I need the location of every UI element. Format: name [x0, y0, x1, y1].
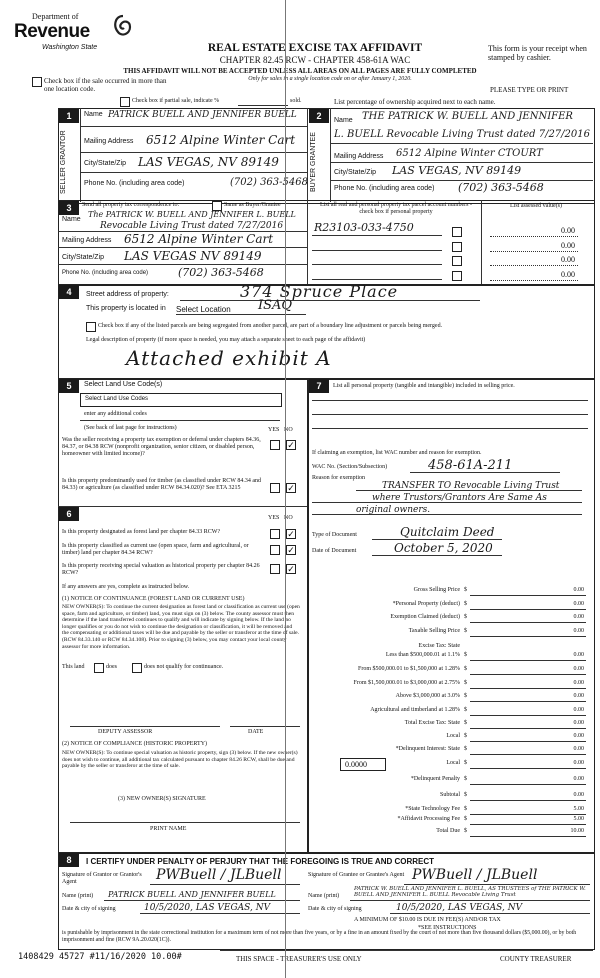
- grantee-date-label: Date & city of signing: [308, 906, 362, 912]
- tax-row-label: Taxable Selling Price: [408, 628, 460, 634]
- seller-name[interactable]: PATRICK BUELL AND JENNIFER BUELL: [108, 110, 297, 120]
- s6-q2: Is this property classified as current use (open space, farm and agricultural, or timber) land per chapter 84.34 RCW?: [62, 543, 249, 556]
- assessed-1[interactable]: 0.00: [561, 226, 575, 235]
- dept-line: Department of: [32, 12, 79, 21]
- send-all-label: Send all property tax correspondence to:: [82, 202, 180, 208]
- tax-row-value[interactable]: 0.00: [573, 733, 584, 739]
- section-1-marker: 1: [59, 109, 79, 123]
- doc-date-label: Date of Document: [312, 548, 357, 554]
- tax-row-label: Subtotal: [439, 792, 460, 798]
- tax-row-dollar: $: [464, 746, 467, 752]
- located-value[interactable]: ISAQ: [258, 298, 293, 313]
- form-chapter: CHAPTER 82.45 RCW - CHAPTER 458-61A WAC: [219, 55, 411, 65]
- ownership-note: List percentage of ownership acquired next to each name.: [334, 98, 496, 106]
- s5-q2-yes[interactable]: [270, 483, 280, 493]
- grantee-name-label: Name (print): [308, 893, 340, 899]
- does-label: does: [106, 664, 117, 670]
- tax-row-dollar: $: [464, 601, 467, 607]
- tax-row-value[interactable]: 0.00: [573, 776, 584, 782]
- seller-side-label: SELLER GRANTOR: [60, 130, 67, 194]
- s3-name-line1[interactable]: The PATRICK W. BUELL AND JENNIFER L. BUELL: [88, 210, 296, 219]
- sold-label: sold.: [290, 98, 302, 104]
- s6-q3-yes[interactable]: [270, 564, 280, 574]
- tax-row-label: Less than $500,000.01 at 1.1%: [385, 652, 460, 658]
- section-6-marker: 6: [59, 507, 79, 521]
- tax-row-value[interactable]: 0.00: [573, 601, 584, 607]
- tax-row-dollar: $: [464, 680, 467, 686]
- grantor-name[interactable]: PATRICK BUELL AND JENNIFER BUELL: [108, 890, 276, 899]
- s3-address-label: Mailing Address: [62, 237, 112, 244]
- tax-row-value[interactable]: 0.00: [573, 792, 584, 798]
- local-rate-box[interactable]: [340, 758, 386, 771]
- parcel-2-personal-checkbox[interactable]: [452, 242, 462, 252]
- grantee-signature[interactable]: PWBuell / JLBuell: [412, 867, 538, 883]
- parcel-header: List all real and personal property tax parcel account numbers - check box if personal property: [320, 202, 472, 215]
- tax-row-value[interactable]: 0.00: [573, 720, 584, 726]
- tax-row-label: Local: [446, 733, 460, 739]
- assessed-header: List assessed value(s): [510, 203, 562, 209]
- s3-name-label: Name: [62, 216, 81, 223]
- see-back-note: (See back of last page for instructions): [84, 425, 177, 431]
- buyer-phone[interactable]: (702) 363-5468: [458, 181, 544, 194]
- land-use-select-text: Select Land Use Codes: [85, 396, 149, 402]
- tax-row-label: *Delinquent Interest: State: [395, 746, 460, 752]
- reason-label: Reason for exemption: [312, 475, 365, 481]
- street-address[interactable]: 374 Spruce Place: [240, 282, 399, 301]
- tax-row-underline: [470, 728, 586, 729]
- tax-row-label: Above $3,000,000 at 3.0%: [395, 693, 460, 699]
- parcel-1[interactable]: R23103-033-4750: [314, 221, 414, 234]
- doc-type-label: Type of Document: [312, 532, 357, 538]
- county-treasurer: COUNTY TREASURER: [500, 955, 572, 963]
- notice1-body: NEW OWNER(S): To continue the current designation as forest land or classification as current use (open space, farm and agriculture, or timber) land, you must sign on (3) below. The county assessor must then determine if the land transferred continues to qualify and will indicate by signing below. If the land no longer qualifies or you do not wish to continue the designation or classification, it will be removed and the compensating or additional taxes will be due and payable by the seller or transferor at the time of sale. (RCW 84.33.140 or RCW 84.34.108). Prior to signing (3) below, you may contact your local county assessor for more information.: [62, 604, 300, 650]
- s3-address[interactable]: 6512 Alpine Winter Cart: [124, 232, 274, 246]
- receipt-note: This form is your receipt when stamped by cashier.: [488, 44, 587, 62]
- tax-row-dollar: $: [464, 816, 467, 822]
- tax-row-value[interactable]: 0.00: [573, 666, 584, 672]
- tax-row-value[interactable]: 10.00: [570, 828, 584, 834]
- minimum-note: A MINIMUM OF $10.00 IS DUE IN FEE(S) AND/OR TAX: [354, 917, 501, 923]
- section-3-marker: 3: [59, 201, 79, 215]
- buyer-address-label: Mailing Address: [334, 153, 384, 160]
- grantor-signature[interactable]: PWBuell / JLBuell: [156, 867, 282, 883]
- tax-row-underline: [470, 609, 586, 610]
- tax-row-dollar: $: [464, 828, 467, 834]
- personal-property-label: List all personal property (tangible and intangible) included in selling price.: [333, 383, 515, 389]
- same-as-buyer-label: Same as Buyer/Grantee: [224, 202, 281, 208]
- assessed-4[interactable]: 0.00: [561, 270, 575, 279]
- tax-row-dollar: $: [464, 760, 467, 766]
- s6-no-label: NO: [284, 515, 293, 521]
- tax-row-underline: [470, 768, 586, 769]
- s5-q1-no[interactable]: ✓: [287, 440, 295, 450]
- s6-q1-no[interactable]: ✓: [287, 529, 295, 539]
- form-only-for: Only for sales in a single location code on or after January 1, 2020.: [248, 76, 412, 82]
- section-8-marker: 8: [59, 853, 79, 867]
- does-not-label: does not qualify for continuance.: [144, 664, 224, 670]
- tax-row-label: Excise Tax: State: [418, 643, 460, 649]
- buyer-side-label: BUYER GRANTEE: [310, 132, 317, 192]
- s6-q1-yes[interactable]: [270, 529, 280, 539]
- tax-row-dollar: $: [464, 587, 467, 593]
- tax-row-dollar: $: [464, 720, 467, 726]
- tax-row-underline: [470, 701, 586, 702]
- grantee-sig-label: Signature of Grantee or Grantee's Agent: [308, 872, 405, 878]
- land-does-checkbox[interactable]: [94, 663, 104, 673]
- local-rate-value: 0.0000: [345, 760, 367, 769]
- grantee-name[interactable]: PATRICK W. BUELL AND JENNIFER L. BUELL, AS TRUSTEES of THE PATRICK W. BUELL AND JENNIFER L. BUELL Revocable Living Trust: [354, 886, 586, 898]
- tax-row-dollar: $: [464, 614, 467, 620]
- located-label: This property is located in: [86, 305, 166, 312]
- tax-row-value[interactable]: 0.00: [573, 693, 584, 699]
- assessed-3[interactable]: 0.00: [561, 255, 575, 264]
- doc-date[interactable]: October 5, 2020: [394, 541, 493, 555]
- state-line: Washington State: [42, 44, 98, 51]
- notice1-title: (1) NOTICE OF CONTINUANCE (FOREST LAND OR CURRENT USE): [62, 596, 245, 602]
- wac-value[interactable]: 458-61A-211: [428, 458, 513, 473]
- tax-row-underline: [470, 824, 586, 825]
- tax-row-dollar: $: [464, 792, 467, 798]
- s5-q2-no[interactable]: ✓: [287, 483, 295, 493]
- tax-row-label: *Affidavit Processing Fee: [397, 816, 460, 822]
- tax-row-underline: [470, 674, 586, 675]
- grantor-name-label: Name (print): [62, 893, 94, 899]
- tax-row-underline: [470, 688, 586, 689]
- tax-row-dollar: $: [464, 666, 467, 672]
- s6-q2-yes[interactable]: [270, 545, 280, 555]
- tax-row-underline: [470, 715, 586, 716]
- tax-row-underline: [470, 814, 586, 815]
- grantee-date[interactable]: 10/5/2020, LAS VEGAS, NV: [396, 903, 523, 913]
- s6-q3: Is this property receiving special valuation as historical property per chapter 84.26 RCW?: [62, 563, 260, 576]
- tax-row-dollar: $: [464, 628, 467, 634]
- section-2-marker: 2: [309, 109, 329, 123]
- tax-row-value[interactable]: 0.00: [573, 652, 584, 658]
- see-instructions: *SEE INSTRUCTIONS: [418, 925, 477, 931]
- section-4-marker: 4: [59, 285, 79, 299]
- located-select[interactable]: Select Location: [176, 305, 231, 314]
- tax-row-underline: [470, 754, 586, 755]
- legal-label: Legal description of property (if more space is needed, you may attach a separate sheet to each page of the affidavit): [86, 337, 366, 343]
- parcel-4-personal-checkbox[interactable]: [452, 271, 462, 281]
- buyer-city-label: City/State/Zip: [334, 169, 377, 176]
- tax-row-underline: [470, 741, 586, 742]
- s6-yes-label: YES: [268, 515, 280, 521]
- buyer-city[interactable]: LAS VEGAS, NV 89149: [392, 164, 522, 177]
- parcel-3-personal-checkbox[interactable]: [452, 256, 462, 266]
- dor-logo: [14, 12, 134, 60]
- legal-description[interactable]: Attached exhibit A: [126, 346, 332, 370]
- form-warning: THIS AFFIDAVIT WILL NOT BE ACCEPTED UNLESS ALL AREAS ON ALL PAGES ARE FULLY COMPLETED: [123, 67, 477, 75]
- seller-name-label: Name: [84, 111, 103, 118]
- notice2-body: NEW OWNER(S): To continue special valuation as historic property, sign (3) below. If the new owner(s) does not wish to continue, all additional tax calculated pursuant to chapter 84.26 RCW, shall be due and payable by the seller or transferor at the time of sale.: [62, 750, 298, 770]
- tax-row-value[interactable]: 0.00: [573, 746, 584, 752]
- treasurer-space: THIS SPACE - TREASURER'S USE ONLY: [236, 955, 362, 963]
- tax-row-underline: [470, 836, 586, 837]
- tax-row-dollar: $: [464, 652, 467, 658]
- perjury-note: is punishable by imprisonment in the state correctional institution for a maximum term of not more than five years, or by a fine in an amount fixed by the court of not more than five thousand dollars ($5,000.00), or by both imprisonment and fine (RCW 9A.20.020(1C)).: [62, 930, 577, 943]
- assessed-2[interactable]: 0.00: [561, 241, 575, 250]
- partial-sale-checkbox[interactable]: [120, 97, 130, 107]
- tax-row-value[interactable]: 0.00: [573, 760, 584, 766]
- street-label: Street address of property:: [86, 291, 169, 298]
- tax-row-value[interactable]: 0.00: [573, 680, 584, 686]
- s3-phone[interactable]: (702) 363-5468: [178, 266, 264, 279]
- parcel-1-personal-checkbox[interactable]: [452, 227, 462, 237]
- tax-row-underline: [470, 660, 586, 661]
- seller-address-label: Mailing Address: [84, 138, 134, 145]
- multi-location-checkbox[interactable]: [32, 77, 42, 87]
- tax-row-label: From $1,500,000.01 to $3,000,000 at 2.75%: [353, 680, 460, 686]
- buyer-name-line1[interactable]: THE PATRICK W. BUELL AND JENNIFER: [362, 111, 573, 122]
- exemption-claim-label: If claiming an exemption, list WAC number and reason for exemption.: [312, 450, 482, 456]
- tax-row-label: Gross Selling Price: [413, 587, 460, 593]
- tax-row-label: Exemption Claimed (deduct): [390, 614, 460, 620]
- logo-swirl-icon: [112, 14, 134, 40]
- land-does-not-checkbox[interactable]: [132, 663, 142, 673]
- tax-row-underline: [470, 636, 586, 637]
- tax-row-label: Total Due: [436, 828, 460, 834]
- grantor-date-label: Date & city of signing: [62, 906, 116, 912]
- tax-row-dollar: $: [464, 707, 467, 713]
- tax-row-underline: [470, 622, 586, 623]
- tax-row-value[interactable]: 0.00: [573, 614, 584, 620]
- tax-row-value[interactable]: 0.00: [573, 587, 584, 593]
- reason-line3[interactable]: original owners.: [356, 505, 431, 515]
- s5-no-label: NO: [284, 427, 293, 433]
- section-5-marker: 5: [59, 379, 79, 393]
- doc-type[interactable]: Quitclaim Deed: [400, 525, 495, 539]
- this-land-label: This land: [62, 664, 85, 670]
- deputy-assessor-label: DEPUTY ASSESSOR: [98, 729, 153, 735]
- tax-row-label: *Delinquent Penalty: [410, 776, 460, 782]
- s5-q1-yes[interactable]: [270, 440, 280, 450]
- tax-row-dollar: $: [464, 806, 467, 812]
- tax-row-label: *Personal Property (deduct): [392, 601, 460, 607]
- seller-city-label: City/State/Zip: [84, 160, 127, 167]
- tax-row-label: Local: [446, 760, 460, 766]
- s5-q2: Is this property predominantly used for timber (as classified under RCW 84.34 and 84.33) or agriculture (as classified under RCW 84.34.020)? See ETA 3215: [62, 478, 262, 491]
- s5-q1: Was the seller receiving a property tax exemption or deferral under chapters 84.36, 84.37, or 84.38 RCW (nonprofit organization, senior citizen, or disabled person, homeowner with limited income)?: [62, 437, 261, 457]
- tax-row-label: *State Technology Fee: [405, 806, 460, 812]
- seller-address[interactable]: 6512 Alpine Winter Cart: [146, 133, 296, 147]
- reason-line1[interactable]: TRANSFER TO Revocable Living Trust: [382, 481, 560, 491]
- segregated-checkbox[interactable]: [86, 322, 96, 332]
- s6-q3-no[interactable]: ✓: [287, 564, 295, 574]
- seller-phone-label: Phone No. (including area code): [84, 180, 185, 187]
- buyer-name-label: Name: [334, 117, 353, 124]
- s3-name-line2[interactable]: Revocable Living Trust dated 7/27/2016: [100, 221, 284, 231]
- grantor-date[interactable]: 10/5/2020, LAS VEGAS, NV: [144, 903, 271, 913]
- tax-row-value[interactable]: 5.00: [573, 816, 584, 822]
- tax-row-label: From $500,000.01 to $1,500,000 at 1.28%: [358, 666, 460, 672]
- tax-row-label: Agricultural and timberland at 1.28%: [370, 707, 460, 713]
- tax-row-value[interactable]: 5.00: [573, 806, 584, 812]
- s5-yes-label: YES: [268, 427, 280, 433]
- reason-line2[interactable]: where Trustors/Grantors Are Same As: [372, 493, 547, 503]
- seller-city[interactable]: LAS VEGAS, NV 89149: [138, 155, 279, 169]
- tax-row-underline: [470, 800, 586, 801]
- s3-city[interactable]: LAS VEGAS NV 89149: [124, 249, 262, 263]
- multi-location-label: Check box if the sale occurred in more than one location code.: [44, 77, 167, 93]
- buyer-address[interactable]: 6512 Alpine Winter CTOURT: [396, 148, 543, 159]
- tax-row-underline: [470, 595, 586, 596]
- land-use-select[interactable]: [80, 393, 282, 407]
- s3-city-label: City/State/Zip: [62, 254, 105, 261]
- tax-row-dollar: $: [464, 693, 467, 699]
- print-note: PLEASE TYPE OR PRINT: [490, 86, 569, 94]
- section-7-marker: 7: [309, 379, 329, 393]
- print-name-label: PRINT NAME: [150, 826, 187, 832]
- scan-fold-line: [285, 0, 286, 978]
- tax-row-value[interactable]: 0.00: [573, 707, 584, 713]
- cashier-stamp: 1408429 45727 #11/16/2020 10.00#: [18, 952, 182, 962]
- additional-codes: enter any additional codes: [84, 411, 147, 417]
- s6-q1: Is this property designated as forest land per chapter 84.33 RCW?: [62, 529, 221, 535]
- tax-row-label: Total Excise Tax: State: [404, 720, 460, 726]
- s6-q2-no[interactable]: ✓: [287, 545, 295, 555]
- buyer-phone-label: Phone No. (including area code): [334, 185, 435, 192]
- buyer-name-line2[interactable]: L. BUELL Revocable Living Trust dated 7/27/2016: [334, 129, 590, 140]
- tax-row-dollar: $: [464, 733, 467, 739]
- dept-name: Revenue: [14, 21, 90, 42]
- form-title: REAL ESTATE EXCISE TAX AFFIDAVIT: [207, 42, 423, 54]
- partial-sale-label: Check box if partial sale, indicate %: [132, 98, 220, 104]
- new-owner-sig-label: (3) NEW OWNER(S) SIGNATURE: [118, 796, 206, 802]
- notice2-title: (2) NOTICE OF COMPLIANCE (HISTORIC PROPERTY): [62, 741, 208, 747]
- seller-phone[interactable]: (702) 363-5468: [230, 177, 308, 188]
- land-use-label: Select Land Use Code(s): [84, 381, 163, 388]
- segregated-label: Check box if any of the listed parcels are being segregated from another parcel, are part of a boundary line adjustment or parcels being merged.: [98, 323, 443, 329]
- grantor-sig-label: Signature of Grantor or Grantor's Agent: [62, 872, 142, 885]
- certify-statement: I CERTIFY UNDER PENALTY OF PERJURY THAT THE FOREGOING IS TRUE AND CORRECT: [86, 857, 435, 866]
- tax-row-underline: [470, 784, 586, 785]
- s3-phone-label: Phone No. (including area code): [62, 270, 149, 276]
- date-label: DATE: [248, 729, 264, 735]
- tax-row-dollar: $: [464, 776, 467, 782]
- s6-if-any: If any answers are yes, complete as instructed below.: [62, 584, 190, 590]
- wac-label: WAC No. (Section/Subsection): [312, 464, 388, 470]
- tax-row-value[interactable]: 0.00: [573, 628, 584, 634]
